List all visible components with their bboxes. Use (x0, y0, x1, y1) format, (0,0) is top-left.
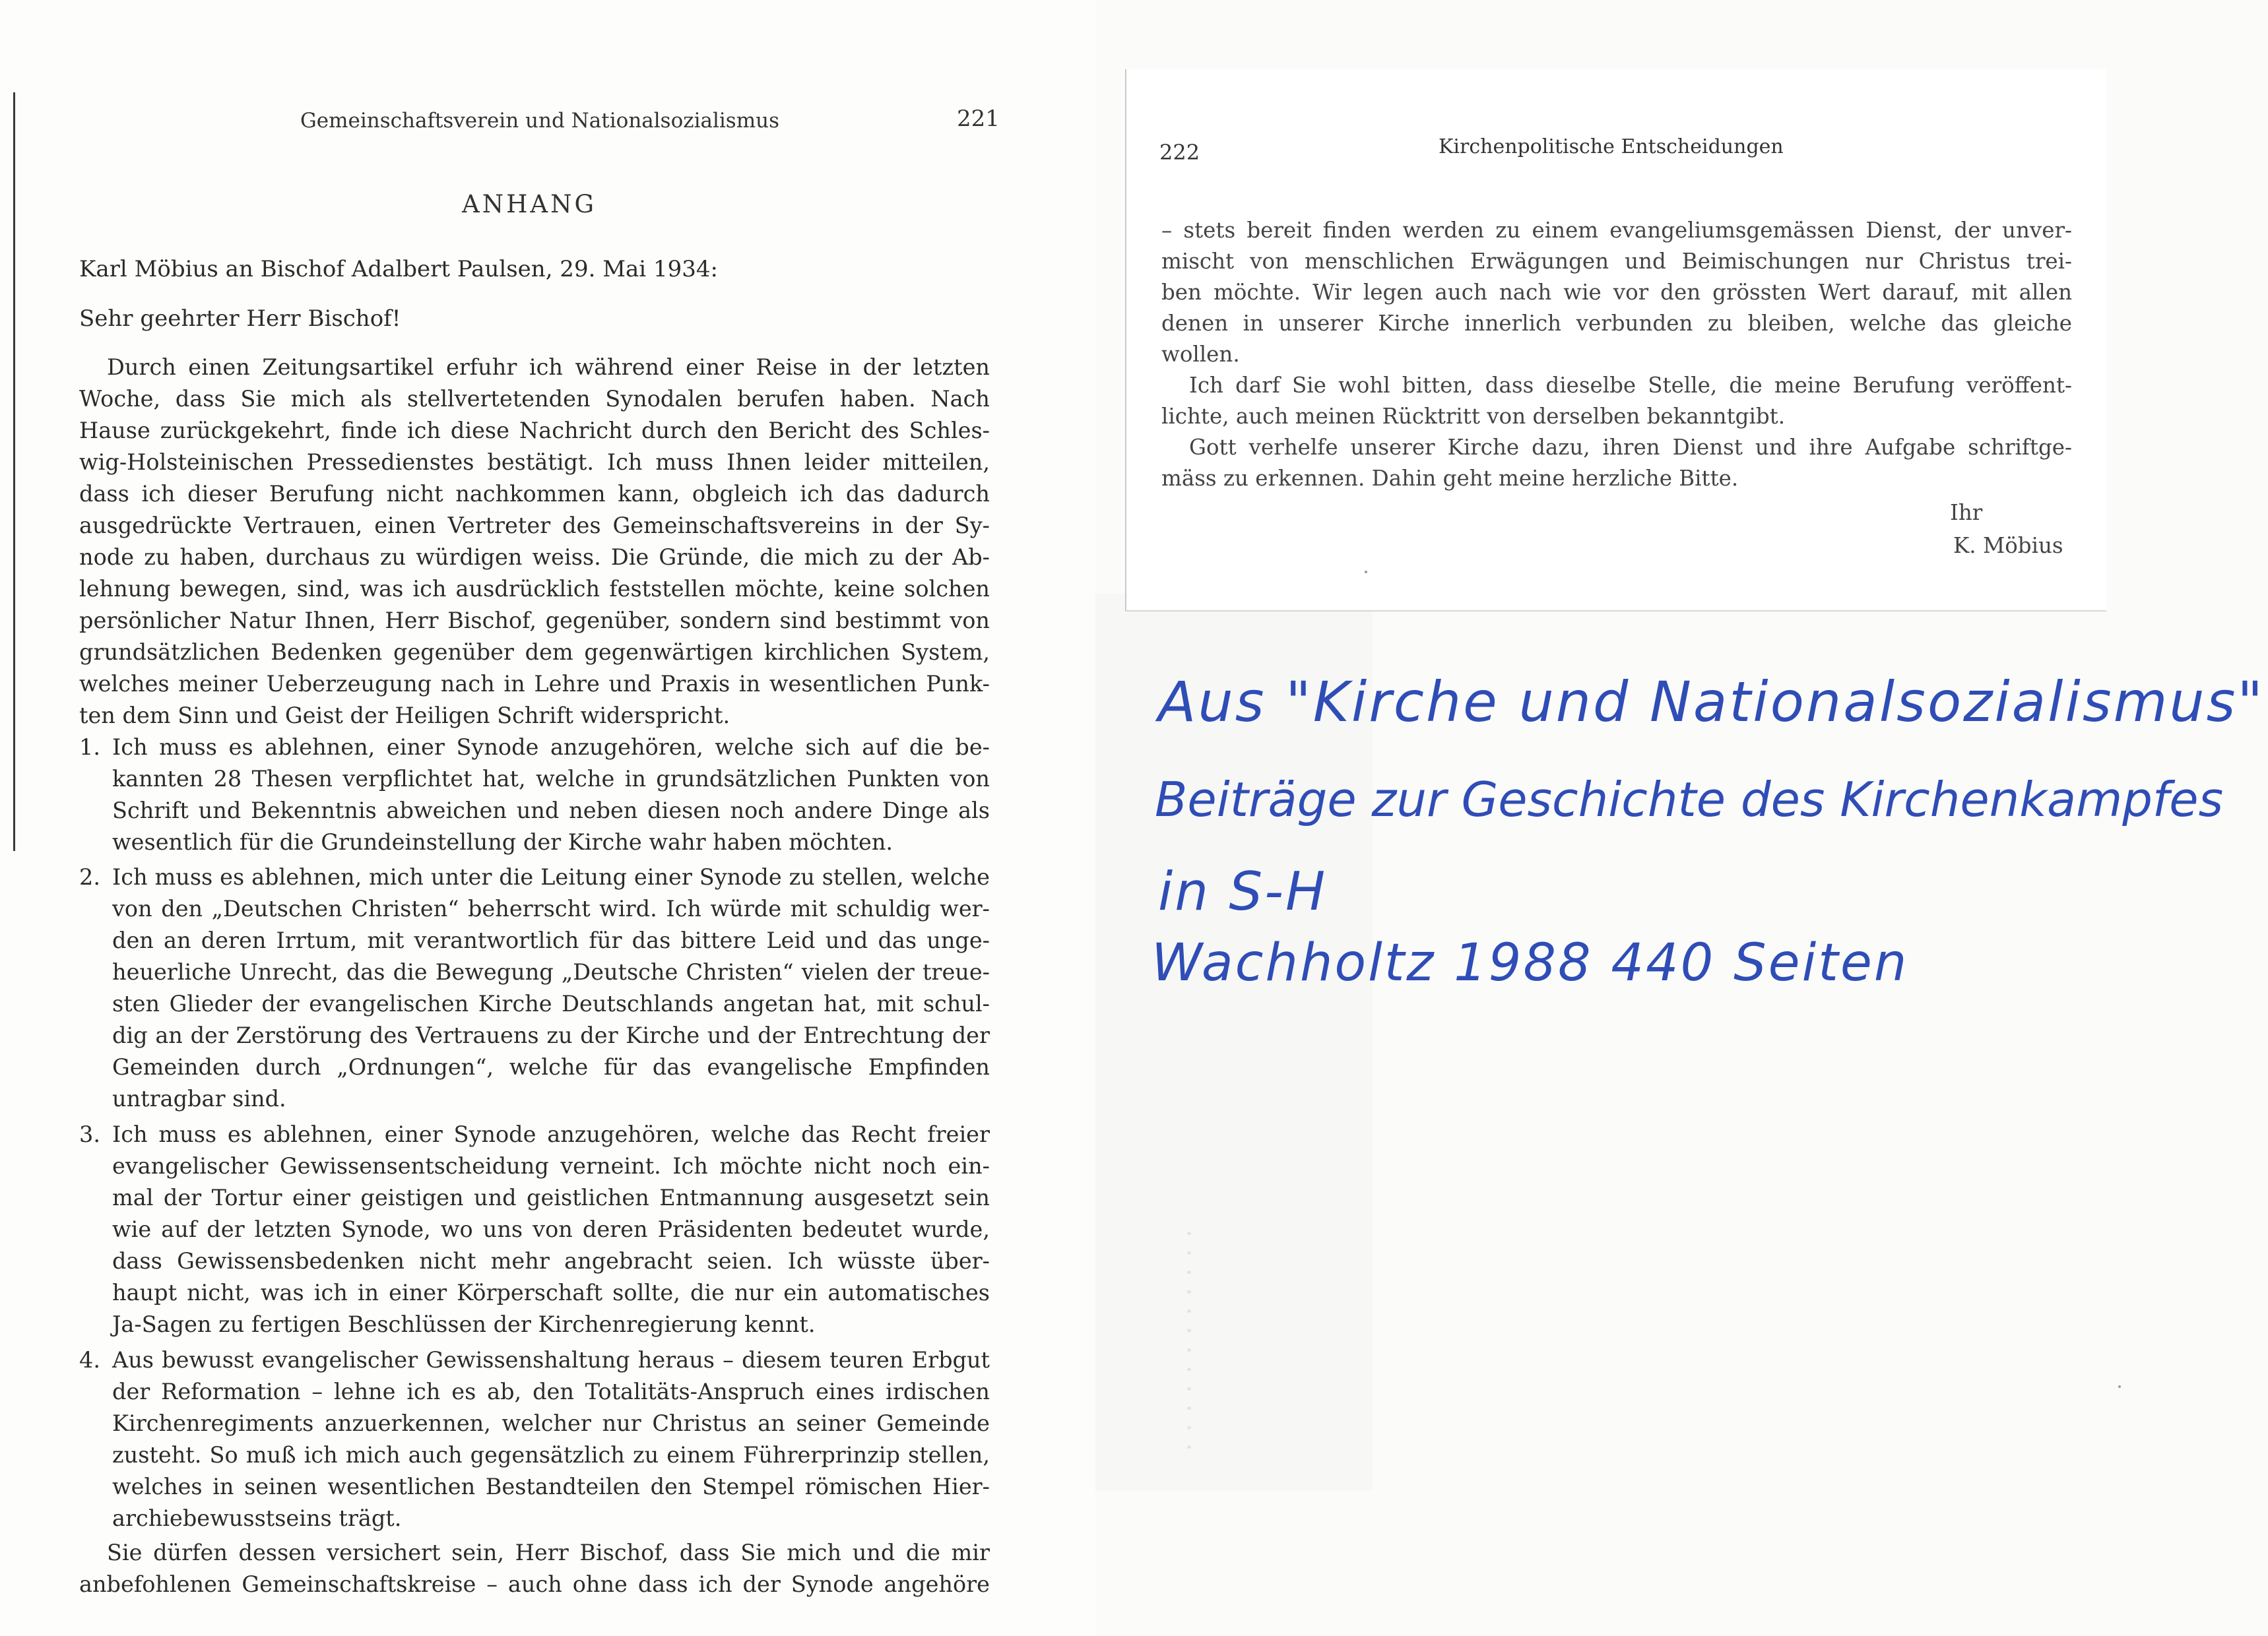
body-line: welches meiner Ueberzeugung nach in Lehre und Praxis in wesentlichen Punk- (79, 671, 990, 697)
list-line: von den „Deutschen Christen“ beherrscht wird. Ich würde mit schuldig wer- (112, 896, 990, 922)
list-line: heuerliche Unrecht, das die Bewegung „Deutsche Christen“ vielen der treue- (112, 959, 990, 985)
body-line: Hause zurückgekehrt, finde ich diese Nachricht durch den Bericht des Schles- (79, 418, 990, 443)
salutation: Sehr geehrter Herr Bischof! (79, 305, 401, 332)
body-line: wig-Holsteinischen Pressedienstes bestätigt. Ich muss Ihnen leider mitteilen, (79, 449, 990, 475)
list-number: 2. (79, 864, 100, 890)
signature-name: K. Möbius (1953, 533, 2063, 558)
list-line: der Reformation – lehne ich es ab, den Totalitäts-Anspruch eines irdischen (112, 1379, 990, 1404)
left-page-number: 221 (957, 106, 1000, 132)
list-line: Ja-Sagen zu fertigen Beschlüssen der Kirchenregierung kennt. (112, 1311, 816, 1337)
body-line: ausgedrückte Vertrauen, einen Vertreter des Gemeinschaftsvereins in der Sy- (79, 513, 990, 538)
list-number: 1. (79, 734, 100, 760)
list-line: Gemeinden durch „Ordnungen“, welche für das evangelische Empfinden (112, 1054, 990, 1080)
body-line: ben möchte. Wir legen auch nach wie vor den grössten Wert darauf, mit allen (1161, 280, 2072, 305)
list-line: untragbar sind. (112, 1086, 286, 1112)
handwritten-note-line: Aus "Kirche und Nationalsozialismus" (1158, 670, 2265, 734)
list-line: welches in seinen wesentlichen Bestandteilen den Stempel römischen Hier- (112, 1474, 990, 1499)
body-line: node zu haben, durchaus zu würdigen weiss. Die Gründe, die mich zu der Ab- (79, 544, 990, 570)
list-line: dass Gewissensbedenken nicht mehr angebracht seien. Ich wüsste über- (112, 1248, 990, 1274)
list-line: dig an der Zerstörung des Vertrauens zu der Kirche und der Entrechtung der (112, 1022, 990, 1048)
body-line: Gott verhelfe unserer Kirche dazu, ihren Dienst und ihre Aufgabe schriftge- (1189, 435, 2072, 460)
body-line: lichte, auch meinen Rücktritt von derselben bekanntgibt. (1161, 404, 1786, 429)
list-line: Aus bewusst evangelischer Gewissenshaltung heraus – diesem teuren Erbgut (112, 1347, 990, 1373)
page-edge-shadow (13, 92, 15, 851)
list-line: Ich muss es ablehnen, einer Synode anzugehören, welche das Recht freier (112, 1121, 990, 1147)
body-line: wollen. (1161, 342, 1240, 367)
body-line: Durch einen Zeitungsartikel erfuhr ich während einer Reise in der letzten (107, 354, 990, 380)
body-line: Woche, dass Sie mich als stellvertetenden Synodalen berufen haben. Nach (79, 386, 990, 412)
body-line: persönlicher Natur Ihnen, Herr Bischof, gegenüber, sondern sind bestimmt von (79, 608, 990, 633)
list-line: haupt nicht, was ich in einer Körperschaft sollte, die nur ein automatisches (112, 1280, 990, 1306)
list-line: mal der Tortur einer geistigen und geistlichen Entmannung ausgesetzt sein (112, 1185, 990, 1211)
body-line: Sie dürfen dessen versichert sein, Herr Bischof, dass Sie mich und die mir (107, 1540, 990, 1565)
scan-speck (1365, 571, 1367, 573)
left-running-head: Gemeinschaftsverein und Nationalsozialismus (300, 109, 779, 133)
right-running-head: Kirchenpolitische Entscheidungen (1439, 135, 1784, 158)
list-line: zusteht. So muß ich mich auch gegensätzlich zu einem Führerprinzip stellen, (112, 1442, 990, 1468)
body-line: Ich darf Sie wohl bitten, dass dieselbe Stelle, die meine Berufung veröffent- (1189, 373, 2072, 398)
body-line: grundsätzlichen Bedenken gegenüber dem gegenwärtigen kirchlichen System, (79, 639, 990, 665)
signature-closing: Ihr (1950, 500, 1983, 525)
body-line: mischt von menschlichen Erwägungen und Beimischungen nur Christus trei- (1161, 249, 2072, 274)
list-line: wesentlich für die Grundeinstellung der Kirche wahr haben möchten. (112, 829, 893, 855)
body-line: dass ich dieser Berufung nicht nachkommen kann, obgleich ich das dadurch (79, 481, 990, 507)
body-line: ten dem Sinn und Geist der Heiligen Schrift widerspricht. (79, 703, 730, 728)
list-line: Ich muss es ablehnen, mich unter die Leitung einer Synode zu stellen, welche (112, 864, 990, 890)
list-line: evangelischer Gewissensentscheidung verneint. Ich möchte nicht noch ein- (112, 1153, 990, 1179)
handwritten-note-line: Wachholtz 1988 440 Seiten (1151, 933, 1909, 993)
letter-title: Karl Möbius an Bischof Adalbert Paulsen, 29. Mai 1934: (79, 256, 718, 282)
scan-speck (2118, 1385, 2121, 1388)
list-line: archiebewusstseins trägt. (112, 1505, 402, 1531)
list-line: den an deren Irrtum, mit verantwortlich für das bittere Leid und das unge- (112, 928, 990, 953)
list-line: sten Glieder der evangelischen Kirche Deutschlands angetan hat, mit schul- (112, 991, 990, 1017)
list-line: Schrift und Bekenntnis abweichen und neben diesen noch andere Dinge als (112, 798, 990, 823)
list-line: wie auf der letzten Synode, wo uns von deren Präsidenten bedeutet wurde, (112, 1216, 990, 1242)
handwritten-note-line: Beiträge zur Geschichte des Kirchenkampfes (1155, 772, 2224, 827)
bleed-through-text: · · · · · · · · · · · · (1175, 1228, 1205, 1451)
body-line: anbefohlenen Gemeinschaftskreise – auch ohne dass ich der Synode angehöre (79, 1571, 990, 1597)
appendix-heading: ANHANG (462, 190, 597, 218)
list-line: kannten 28 Thesen verpflichtet hat, welche in grundsätzlichen Punkten von (112, 766, 990, 792)
handwritten-note-line: in S-H (1158, 861, 1328, 922)
body-line: mäss zu erkennen. Dahin geht meine herzliche Bitte. (1161, 466, 1739, 491)
list-line: Kirchenregiments anzuerkennen, welcher nur Christus an seiner Gemeinde (112, 1410, 990, 1436)
body-line: lehnung bewegen, sind, was ich ausdrücklich feststellen möchte, keine solchen (79, 576, 990, 602)
right-page-number: 222 (1159, 140, 1200, 165)
list-number: 3. (79, 1121, 100, 1147)
body-line: – stets bereit finden werden zu einem evangeliumsgemässen Dienst, der unver- (1161, 218, 2072, 243)
list-number: 4. (79, 1347, 100, 1373)
list-line: Ich muss es ablehnen, einer Synode anzugehören, welche sich auf die be- (112, 734, 990, 760)
body-line: denen in unserer Kirche innerlich verbunden zu bleiben, welche das gleiche (1161, 311, 2072, 336)
